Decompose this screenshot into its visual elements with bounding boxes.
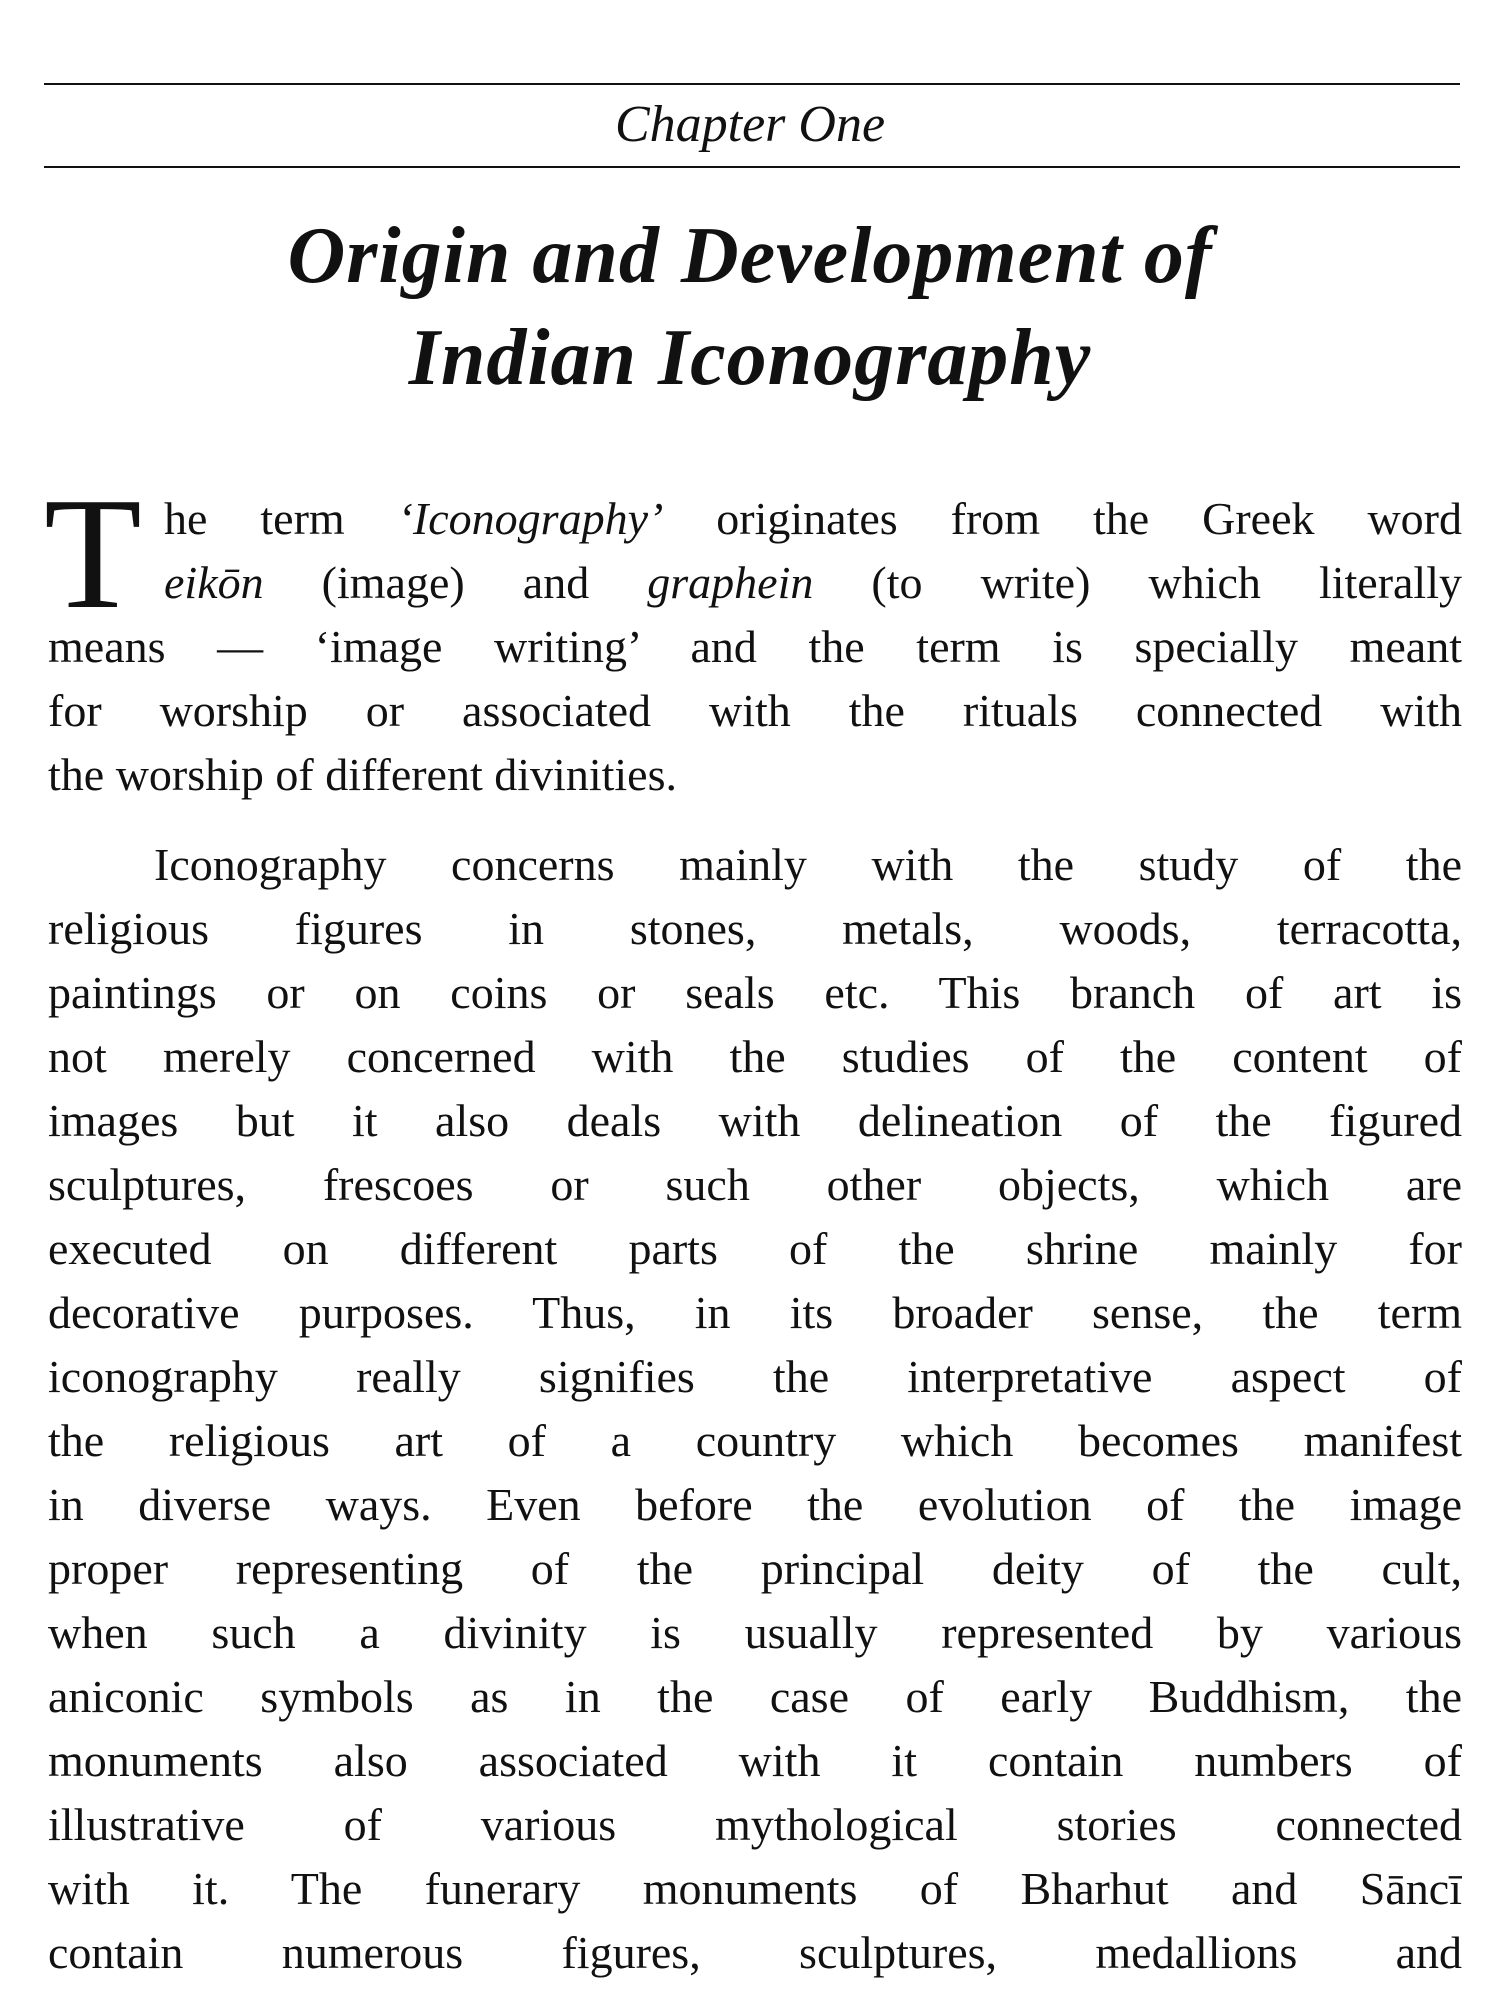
text-segment: not merely concerned with the studies of the content of [48,1031,1462,1082]
text-segment: the worship of different divinities. [48,749,677,800]
text-segment: Iconography concerns mainly with the study of the [154,839,1462,890]
text-line [48,1473,1462,1537]
text-line [48,1345,1462,1409]
text-segment: contain numerous figures, sculptures, medallions and [48,1927,1462,1978]
text-segment: paintings or on coins or seals etc. This branch of art is [48,967,1462,1018]
italic-term: graphein [647,557,814,608]
text-segment: the religious art of a country which becomes manifest [48,1415,1462,1466]
text-line [48,615,1462,679]
text-line [48,897,1462,961]
text-segment: images but it also deals with delineation of the figured [48,1095,1462,1146]
text-line [48,1153,1462,1217]
text-line [48,961,1462,1025]
text-segment: monuments also associated with it contain numbers of [48,1735,1462,1786]
text-segment: for worship or associated with the rituals connected with [48,685,1462,736]
drop-cap: T [44,464,142,642]
paragraph-1 [48,487,1462,807]
text-segment: with it. The funerary monuments of Bharhut and Sāncī [48,1863,1462,1914]
text-line [48,1537,1462,1601]
text-line [48,743,1462,807]
text-segment: executed on different parts of the shrine mainly for [48,1223,1462,1274]
chapter-title [0,205,1500,409]
text-line [48,1025,1462,1089]
text-segment: religious figures in stones, metals, woods, terracotta, [48,903,1462,954]
body-text [48,487,1462,1985]
text-line [48,1729,1462,1793]
paragraph-2 [48,833,1462,1985]
text-line [48,1217,1462,1281]
text-segment: (to write) which literally [813,557,1462,608]
text-segment: aniconic symbols as in the case of early Buddhism, the [48,1671,1462,1722]
text-line [48,1665,1462,1729]
text-line [48,1857,1462,1921]
text-segment: he term [164,493,398,544]
text-line [48,1601,1462,1665]
text-segment: decorative purposes. Thus, in its broader sense, the term [48,1287,1462,1338]
text-segment: means — ‘image writing’ and the term is specially meant [48,621,1462,672]
chapter-rule-bottom [44,166,1460,168]
text-segment: when such a divinity is usually represented by various [48,1607,1462,1658]
chapter-title-line-2: Indian Iconography [408,314,1092,402]
text-segment: proper representing of the principal deity of the cult, [48,1543,1462,1594]
text-line [48,487,1462,551]
text-line [48,833,1462,897]
text-segment: illustrative of various mythological stories connected [48,1799,1462,1850]
text-segment: sculptures, frescoes or such other objects, which are [48,1159,1462,1210]
text-segment: (image) and [263,557,648,608]
text-line [48,679,1462,743]
text-line [48,1793,1462,1857]
italic-term: eikōn [164,557,264,608]
text-line [48,1089,1462,1153]
chapter-rule-top [44,83,1460,85]
text-line [48,551,1462,615]
text-line [48,1921,1462,1985]
italic-term: ‘Iconography’ [397,493,664,544]
text-line [48,1281,1462,1345]
chapter-title-line-1: Origin and Development of [287,212,1213,300]
text-segment: in diverse ways. Even before the evolution of the image [48,1479,1462,1530]
text-segment: originates from the Greek word [663,493,1462,544]
chapter-label: Chapter One [614,96,886,153]
text-line [48,1409,1462,1473]
text-segment: iconography really signifies the interpretative aspect of [48,1351,1462,1402]
